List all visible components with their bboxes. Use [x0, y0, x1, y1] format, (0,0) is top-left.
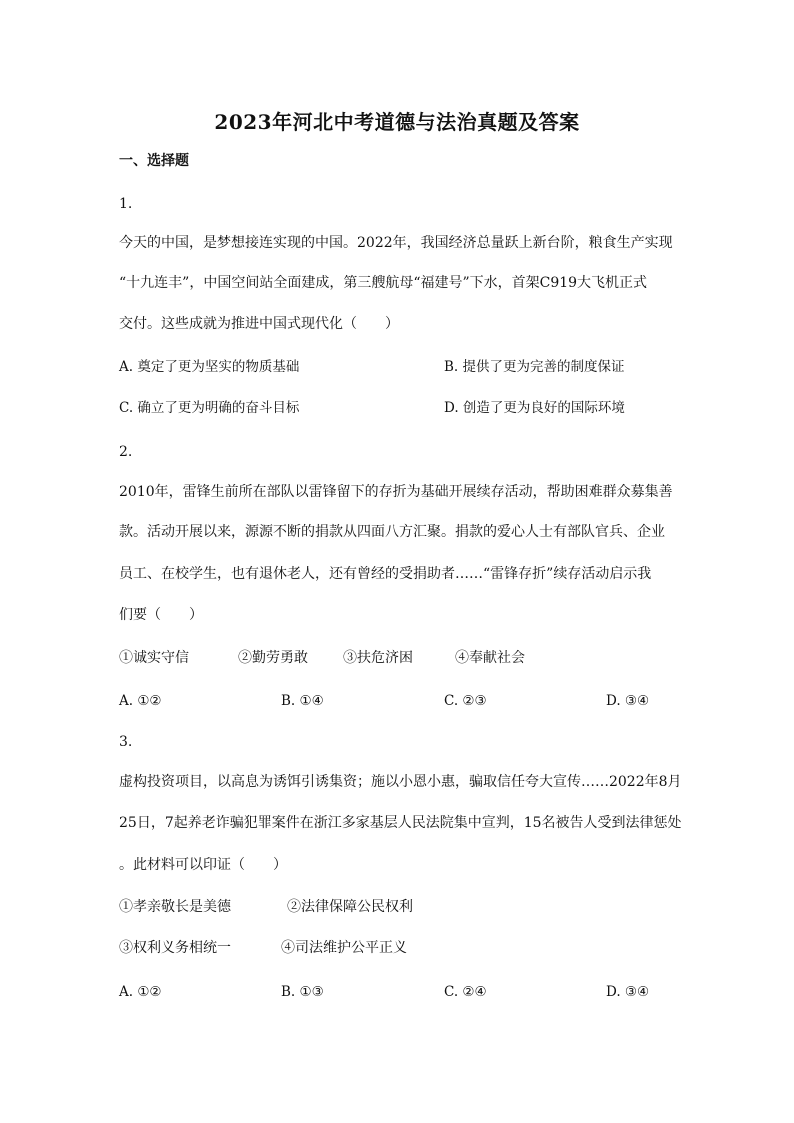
question-3-option-a[interactable]: A. ①②: [119, 984, 162, 1000]
question-2-option-a[interactable]: A. ①②: [119, 693, 162, 709]
question-1-text-line: “十九连丰”，中国空间站全面建成，第三艘航母“福建号”下水，首架C919大飞机正式: [119, 275, 648, 291]
question-2-text-line: 们要（ ）: [119, 607, 203, 623]
page-title: 2023年河北中考道德与法治真题及答案: [214, 110, 580, 134]
question-3-option-d[interactable]: D. ③④: [606, 984, 650, 1000]
question-3-text-line: 25日，7起养老诈骗犯罪案件在浙江多家基层人民法院集中宣判，15名被告人受到法律惩处: [119, 815, 682, 831]
question-2-item: ④奉献社会: [455, 650, 525, 666]
question-3-item: ③权利义务相统一: [119, 940, 231, 956]
question-3-text-line: 。此材料可以印证（ ）: [119, 857, 287, 873]
question-2-text-line: 款。活动开展以来，源源不断的捐款从四面八方汇聚。捐款的爱心人士有部队官兵、企业: [119, 524, 665, 540]
question-3-option-c[interactable]: C. ②④: [444, 984, 487, 1000]
question-2-item: ②勤劳勇敢: [238, 650, 308, 666]
section-heading: 一、选择题: [119, 153, 189, 169]
question-1-option-c[interactable]: C. 确立了更为明确的奋斗目标: [119, 400, 300, 416]
question-2-option-b[interactable]: B. ①④: [281, 693, 324, 709]
question-2-item: ①诚实守信: [119, 650, 189, 666]
question-1-option-d[interactable]: D. 创造了更为良好的国际环境: [444, 400, 625, 416]
question-3-text-line: 虚构投资项目，以高息为诱饵引诱集资；施以小恩小惠，骗取信任夸大宣传……2022年8月: [119, 774, 682, 790]
question-2-item: ③扶危济困: [343, 650, 413, 666]
question-1-option-b[interactable]: B. 提供了更为完善的制度保证: [444, 359, 625, 375]
question-3-number: 3.: [119, 734, 133, 750]
question-2-number: 2.: [119, 444, 133, 460]
question-1-number: 1.: [119, 196, 133, 212]
question-3-item: ④司法维护公平正义: [281, 940, 407, 956]
question-2-option-c[interactable]: C. ②③: [444, 693, 487, 709]
question-3-item: ②法律保障公民权利: [287, 899, 413, 915]
question-2-text-line: 员工、在校学生，也有退休老人，还有曾经的受捐助者……“雷锋存折”续存活动启示我: [119, 566, 652, 582]
question-1-option-a[interactable]: A. 奠定了更为坚实的物质基础: [119, 359, 300, 375]
question-1-text-line: 交付。这些成就为推进中国式现代化（ ）: [119, 316, 399, 332]
question-1-text-line: 今天的中国，是梦想接连实现的中国。2022年，我国经济总量跃上新台阶，粮食生产实现: [119, 235, 673, 251]
question-3-item: ①孝亲敬长是美德: [119, 899, 231, 915]
question-2-text-line: 2010年，雷锋生前所在部队以雷锋留下的存折为基础开展续存活动，帮助困难群众募集善: [119, 484, 673, 500]
question-3-option-b[interactable]: B. ①③: [281, 984, 324, 1000]
question-2-option-d[interactable]: D. ③④: [606, 693, 650, 709]
